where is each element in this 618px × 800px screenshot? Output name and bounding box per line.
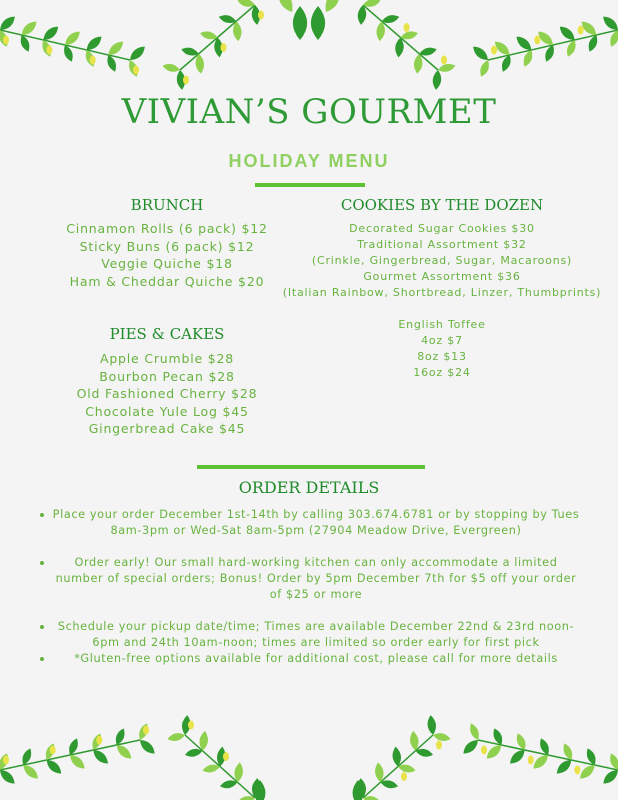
list-item: Ham & Cheddar Quiche $20 — [69, 273, 265, 289]
leaf-shape — [426, 715, 437, 736]
bullet — [40, 561, 44, 565]
leaf-shape — [432, 70, 442, 90]
list-item: Chocolate Yule Log $45 — [85, 403, 249, 419]
berry-shape — [534, 36, 540, 45]
toffee-list — [342, 317, 542, 381]
leaf-shape — [432, 731, 451, 742]
order-details-heading: ORDER DETAILS — [238, 478, 380, 497]
berry-shape — [3, 756, 9, 765]
list-item: Decorated Sugar Cookies $30 — [349, 222, 535, 235]
berry-shape — [258, 11, 264, 20]
brunch-list — [40, 220, 294, 290]
leaf-garland-bottom — [0, 710, 618, 800]
leaf-shape — [293, 6, 307, 40]
berry-shape — [46, 46, 52, 55]
page-title: VIVIAN’S GOURMET — [121, 92, 497, 132]
berry-shape — [441, 56, 447, 65]
berry-shape — [188, 721, 194, 730]
list-item — [36, 555, 582, 603]
pies-list — [40, 350, 294, 438]
berry-shape — [574, 766, 580, 775]
list-item: 4oz $7 — [421, 334, 463, 347]
list-item: 8oz $13 — [417, 350, 467, 363]
berry-shape — [3, 36, 9, 45]
leaf-shape — [478, 59, 492, 79]
list-item: Sticky Buns (6 pack) $12 — [79, 238, 255, 254]
list-item: (Italian Rainbow, Shortbread, Linzer, Thumbprints) — [282, 286, 602, 299]
list-item: Apple Crumble $28 — [99, 351, 235, 366]
berry-shape — [528, 756, 534, 765]
list-item: Traditional Assortment $32 — [357, 238, 527, 251]
bullet — [40, 513, 44, 517]
divider-top — [255, 183, 365, 187]
list-item — [36, 507, 582, 539]
detail-text: Order early! Our small hard-working kitchen can only accommodate a limited number of special orders; Bonus! Order by 5pm December 7th for $5 off your order of $25 or more — [55, 556, 577, 601]
leaf-shape — [167, 731, 186, 742]
berry-shape — [491, 46, 497, 55]
leaf-shape — [274, 0, 296, 15]
berry-shape — [133, 66, 139, 75]
berry-shape — [143, 726, 149, 735]
list-item: Bourbon Pecan $28 — [99, 368, 235, 384]
order-details-list — [36, 507, 582, 667]
leaf-garland-top — [0, 0, 618, 90]
detail-text: *Gluten-free options available for additional cost, please call for more details — [74, 652, 558, 665]
detail-text: Schedule your pickup date/time; Times are available December 22nd & 23rd noon-6pm and 24th 10am-noon; times are limited so order early for first pick — [57, 620, 575, 649]
berry-shape — [50, 746, 56, 755]
berry-shape — [183, 76, 189, 85]
menu-subtitle: HOLIDAY MENU — [228, 151, 390, 171]
leaf-shape — [437, 62, 456, 74]
list-item: English Toffee — [398, 318, 486, 331]
bullet — [40, 657, 44, 661]
list-item: (Crinkle, Gingerbread, Sugar, Macaroons) — [311, 254, 573, 267]
leaf-shape — [321, 0, 343, 15]
cookies-list — [270, 221, 614, 301]
list-item — [36, 651, 582, 667]
berry-shape — [436, 741, 442, 750]
berry-shape — [96, 736, 102, 745]
pies-heading: PIES & CAKES — [109, 325, 225, 343]
detail-text: Place your order December 1st-14th by calling 303.674.6781 or by stopping by Tues 8am-3pm or Wed-Sat 8am-5pm (27904 Meadow Drive, Evergreen) — [52, 508, 580, 537]
list-item — [36, 619, 582, 651]
list-item: Old Fashioned Cherry $28 — [76, 386, 258, 401]
cookies-heading: COOKIES BY THE DOZEN — [340, 196, 544, 214]
leaf-shape — [311, 6, 325, 40]
divider-middle — [197, 465, 425, 469]
list-item: Veggie Quiche $18 — [101, 256, 233, 271]
list-item: Gourmet Assortment $36 — [363, 270, 521, 283]
bullet — [40, 625, 44, 629]
berry-shape — [90, 56, 96, 65]
leaf-shape — [162, 62, 181, 74]
list-item: 16oz $24 — [413, 366, 471, 379]
leaf-shape — [468, 722, 482, 742]
berry-shape — [223, 752, 229, 761]
brunch-heading: BRUNCH — [130, 196, 204, 214]
list-item: Gingerbread Cake $45 — [88, 421, 246, 436]
list-item: Cinnamon Rolls (6 pack) $12 — [66, 221, 268, 236]
berry-shape — [221, 43, 227, 52]
berry-shape — [401, 772, 407, 781]
berry-shape — [404, 23, 410, 32]
berry-shape — [481, 746, 487, 755]
berry-shape — [578, 26, 584, 35]
